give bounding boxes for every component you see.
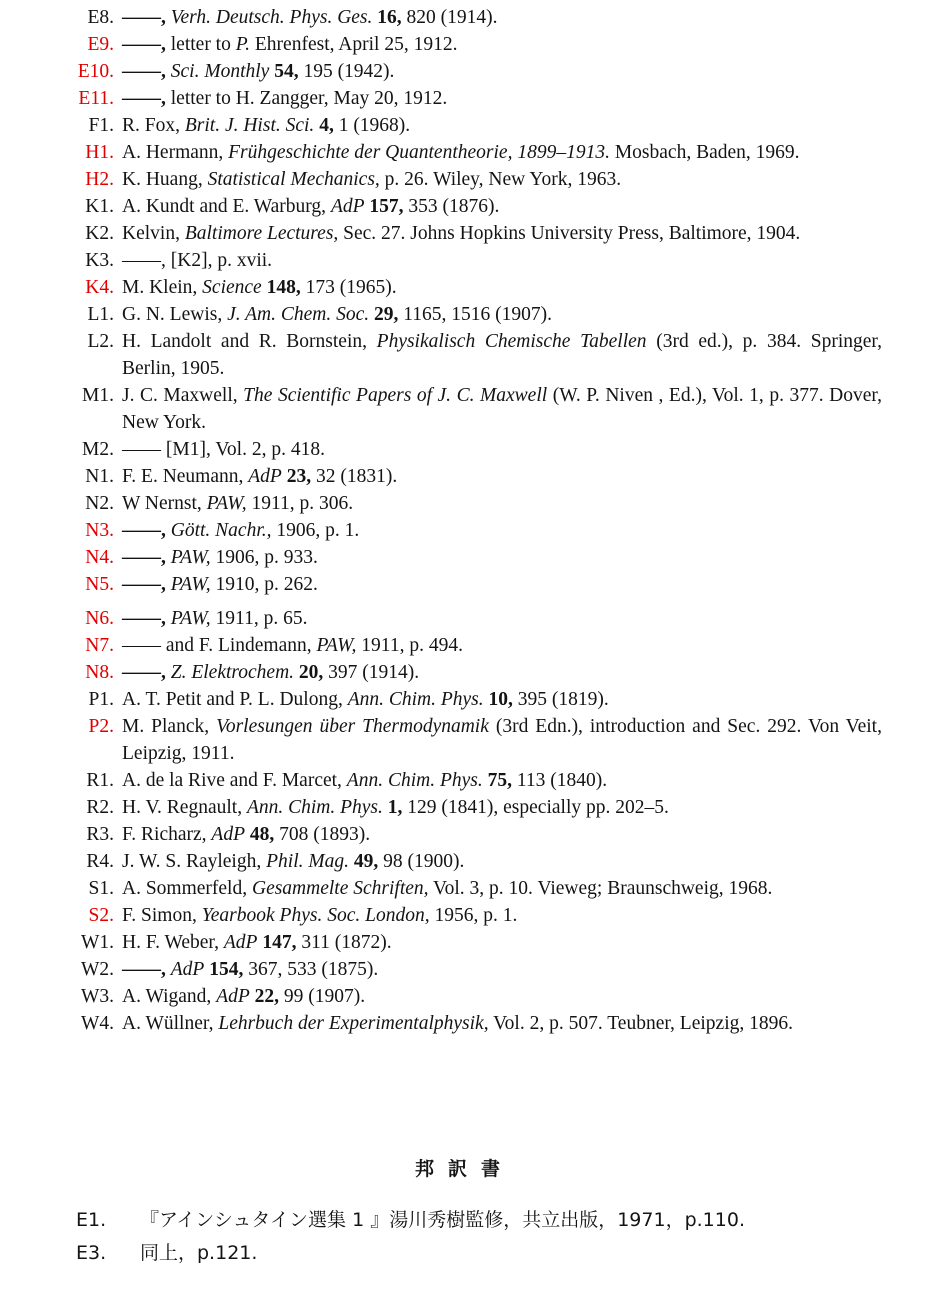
reference-plain-text: 1956, p. 1. [429,905,518,926]
reference-entry [0,193,929,220]
reference-plain-text: A. Sommerfeld, [122,878,252,899]
reference-italic-text: PAW, [170,547,211,568]
reference-plain-text: p. 26. Wiley, New York, 1963. [379,169,622,190]
reference-plain-text: ——, [K2], p. xvii. [122,250,273,271]
reference-italic-text: AdP [211,824,245,845]
reference-plain-text: Sec. 27. Johns Hopkins University Press, Baltimore, 1904. [338,223,801,244]
reference-plain-text: 708 (1893). [274,824,371,845]
reference-plain-text: K. Huang, [122,169,208,190]
reference-entry [0,139,929,166]
reference-plain-text: 820 (1914). [401,7,498,28]
reference-text [122,544,882,571]
reference-bold-text: 54, [274,61,299,82]
reference-text [122,571,882,598]
reference-bold-text: ——, [122,520,171,541]
reference-text [122,247,882,274]
reference-plain-text: F. Simon, [122,905,202,926]
reference-italic-text: Vorlesungen über Thermodynamik [216,716,489,737]
reference-entry [0,713,929,767]
reference-plain-text: 367, 533 (1875). [243,959,379,980]
reference-bold-text: ——, [122,547,171,568]
reference-plain-text: Ehrenfest, April 25, 1912. [250,34,458,55]
reference-bold-text: ——, [122,34,171,55]
reference-text [122,31,882,58]
reference-italic-text: AdP [330,196,365,217]
reference-plain-text: 129 (1841), especially pp. 202–5. [402,797,669,818]
reference-plain-text: H. Landolt and R. Bornstein, [122,331,377,352]
reference-plain-text: 1906, p. 933. [210,547,318,568]
reference-italic-text: Ann. Chim. Phys. [246,797,383,818]
reference-bold-text: 49, [353,851,379,872]
reference-text [122,713,882,767]
reference-entry [0,274,929,301]
reference-plain-text: A. Wüllner, [122,1013,219,1034]
reference-italic-text: P. [235,34,251,55]
reference-key: N5. [85,574,114,595]
reference-italic-text: Science [202,277,262,298]
reference-entry [0,85,929,112]
reference-entry [0,166,929,193]
reference-plain-text: (W. P. Niven , Ed.), Vol. 1, p. 377. Dover, New York. [122,385,882,433]
reference-key: S2. [88,905,114,926]
reference-key: E10. [77,61,114,82]
reference-plain-text: A. T. Petit and P. L. Dulong, [122,689,348,710]
reference-plain-text: G. N. Lewis, [122,304,228,325]
reference-italic-text: PAW, [206,493,247,514]
reference-key: R1. [86,770,114,791]
reference-plain-text: 1906, p. 1. [271,520,360,541]
reference-plain-text: J. W. S. Rayleigh, [122,851,267,872]
reference-entry [0,463,929,490]
reference-key: E9. [87,34,114,55]
reference-plain-text: A. Kundt and E. Warburg, [122,196,331,217]
reference-bold-text: ——, [122,88,171,109]
reference-entry [0,436,929,463]
reference-text [122,58,882,85]
reference-key: K2. [85,223,114,244]
reference-plain-text: J. C. Maxwell, [122,385,244,406]
reference-text [122,328,882,382]
reference-plain-text: 1165, 1516 (1907). [398,304,553,325]
reference-key: N4. [85,547,114,568]
reference-bold-text: 147, [262,932,297,953]
reference-plain-text: Vol. 3, p. 10. Vieweg; Braunschweig, 1968. [428,878,773,899]
reference-text [122,382,882,436]
reference-text [122,929,882,956]
reference-text [122,794,882,821]
reference-entry [0,4,929,31]
reference-text [122,1010,882,1037]
reference-bold-text: 148, [266,277,301,298]
reference-entry [0,544,929,571]
reference-plain-text: M. Klein, [122,277,203,298]
reference-bold-text: 22, [254,986,280,1007]
reference-italic-text: The Scientific Papers of J. C. Maxwell [243,385,548,406]
reference-text [122,848,882,875]
reference-text [122,902,882,929]
reference-entry [0,902,929,929]
reference-bold-text: 48, [249,824,275,845]
reference-text [122,659,882,686]
reference-text: 同上，p.121. [140,1242,258,1264]
reference-italic-text: AdP [223,932,258,953]
reference-entry [0,31,929,58]
reference-italic-text: Physikalisch Chemische Tabellen [376,331,647,352]
reference-entry [0,794,929,821]
reference-italic-text: Frühgeschichte der Quantentheorie, 1899–1913. [228,142,610,163]
reference-list [0,4,929,1037]
reference-plain-text: 173 (1965). [300,277,397,298]
reference-plain-text: 1911, p. 494. [356,635,463,656]
reference-text [122,463,882,490]
reference-entry [0,301,929,328]
reference-key: R4. [86,851,114,872]
reference-entry [0,929,929,956]
reference-plain-text: F. Richarz, [122,824,212,845]
reference-italic-text: Verh. Deutsch. Phys. Ges. [170,7,373,28]
reference-key: W3. [80,986,114,1007]
japanese-translations-heading: 邦訳書 [414,1158,514,1180]
reference-text [122,193,882,220]
reference-plain-text: A. Wigand, [122,986,217,1007]
reference-italic-text: AdP [170,959,205,980]
reference-key: E3. [76,1242,107,1264]
reference-entry [0,247,929,274]
reference-italic-text: Yearbook Phys. Soc. London, [201,905,430,926]
reference-entry [0,517,929,544]
reference-italic-text: Baltimore Lectures, [184,223,339,244]
reference-plain-text: A. de la Rive and F. Marcet, [122,770,347,791]
reference-text [122,85,882,112]
reference-plain-text: R. Fox, [122,115,185,136]
reference-plain-text: 353 (1876). [403,196,500,217]
reference-key: R3. [86,824,114,845]
reference-italic-text: PAW, [170,608,211,629]
reference-entry [0,112,929,139]
reference-bold-text: ——, [122,608,171,629]
reference-text [122,139,882,166]
reference-italic-text: PAW, [170,574,211,595]
reference-key: K3. [85,250,114,271]
reference-key: E1. [76,1209,107,1231]
reference-bold-text: ——, [122,7,171,28]
reference-text [122,605,882,632]
reference-entry [0,58,929,85]
reference-entry [0,956,929,983]
reference-key: M1. [82,385,114,406]
reference-text [122,436,882,463]
reference-key: P1. [88,689,114,710]
reference-entry [0,686,929,713]
reference-text [122,517,882,544]
reference-text [122,220,882,247]
reference-plain-text: 99 (1907). [279,986,366,1007]
reference-bold-text: 1, [387,797,403,818]
reference-key: N3. [85,520,114,541]
reference-key: W1. [80,932,114,953]
reference-entry [0,821,929,848]
reference-plain-text: H. F. Weber, [122,932,224,953]
reference-entry [0,605,929,632]
reference-bold-text: 23, [286,466,312,487]
reference-bold-text: 16, [377,7,402,28]
reference-entry [0,659,929,686]
reference-key: N1. [85,466,114,487]
reference-entry [0,328,929,382]
reference-plain-text: 1911, p. 306. [246,493,354,514]
reference-plain-text: 311 (1872). [296,932,392,953]
reference-entry [0,767,929,794]
reference-bold-text: 154, [209,959,244,980]
reference-plain-text: 1 (1968). [333,115,411,136]
reference-key: H2. [85,169,114,190]
reference-italic-text: Statistical Mechanics, [207,169,380,190]
reference-italic-text: AdP [248,466,282,487]
reference-bold-text: 20, [298,662,324,683]
reference-key: R2. [86,797,114,818]
reference-italic-text: Lehrbuch der Experimentalphysik, [218,1013,489,1034]
reference-entry [0,1010,929,1037]
reference-key: K4. [85,277,114,298]
reference-text [122,875,882,902]
reference-key: M2. [82,439,114,460]
reference-italic-text: Gesammelte Schriften, [251,878,429,899]
reference-plain-text: 397 (1914). [323,662,420,683]
reference-plain-text: 395 (1819). [512,689,609,710]
reference-plain-text: 1911, p. 65. [210,608,308,629]
reference-bold-text: ——, [122,61,171,82]
reference-italic-text: Brit. J. Hist. Sci. [184,115,315,136]
reference-entry [0,220,929,247]
reference-key: K1. [85,196,114,217]
reference-text [122,821,882,848]
reference-entry [0,848,929,875]
reference-plain-text: 32 (1831). [311,466,398,487]
reference-bold-text: 29, [374,304,399,325]
reference-bold-text: ——, [122,959,171,980]
reference-text [122,956,882,983]
reference-text [122,4,882,31]
reference-plain-text: letter to [170,34,236,55]
reference-entry [0,382,929,436]
reference-italic-text: AdP [216,986,250,1007]
reference-text: 『アインシュタイン選集 1 』湯川秀樹監修，共立出版，1971，p.110. [140,1209,745,1231]
reference-italic-text: Phil. Mag. [266,851,349,872]
reference-key: E11. [78,88,114,109]
reference-key: F1. [88,115,114,136]
reference-plain-text: letter to H. Zangger, May 20, 1912. [170,88,448,109]
reference-text [122,274,882,301]
reference-text [122,686,882,713]
reference-plain-text: 195 (1942). [298,61,395,82]
reference-key: L2. [87,331,114,352]
reference-text [122,767,882,794]
reference-key: N2. [85,493,114,514]
reference-key: N8. [85,662,114,683]
reference-bold-text: 4, [319,115,334,136]
reference-italic-text: Gött. Nachr., [170,520,272,541]
reference-bold-text: ——, [122,662,171,683]
reference-plain-text: (3rd ed.), p. 384. Springer, Berlin, 1905. [122,331,882,379]
reference-plain-text: Mosbach, Baden, 1969. [609,142,800,163]
reference-key: N7. [85,635,114,656]
reference-plain-text: W Nernst, [122,493,207,514]
reference-entry [0,983,929,1010]
reference-entry [0,571,929,598]
reference-text [122,490,882,517]
reference-plain-text: Vol. 2, p. 507. Teubner, Leipzig, 1896. [488,1013,793,1034]
reference-plain-text: A. Hermann, [122,142,229,163]
reference-text [122,112,882,139]
reference-key: L1. [87,304,114,325]
reference-key: E8. [87,7,114,28]
reference-key: H1. [85,142,114,163]
reference-plain-text: H. V. Regnault, [122,797,247,818]
reference-italic-text: J. Am. Chem. Soc. [227,304,370,325]
reference-italic-text: Ann. Chim. Phys. [346,770,483,791]
reference-italic-text: Ann. Chim. Phys. [347,689,484,710]
reference-key: P2. [88,716,114,737]
reference-entry [0,632,929,659]
reference-bold-text: 157, [369,196,404,217]
reference-plain-text: 1910, p. 262. [210,574,318,595]
reference-text [122,166,882,193]
reference-bold-text: 75, [487,770,512,791]
reference-plain-text: —— [M1], Vol. 2, p. 418. [122,439,325,460]
reference-plain-text: 98 (1900). [378,851,465,872]
reference-bold-text: 10, [488,689,513,710]
reference-plain-text: M. Planck, [122,716,217,737]
reference-text [122,632,882,659]
reference-plain-text: 113 (1840). [512,770,608,791]
reference-bold-text: ——, [122,574,171,595]
reference-entry [0,875,929,902]
reference-plain-text: Kelvin, [122,223,185,244]
reference-plain-text: F. E. Neumann, [122,466,249,487]
reference-italic-text: Sci. Monthly [170,61,270,82]
reference-key: N6. [85,608,114,629]
reference-key: S1. [88,878,114,899]
reference-italic-text: Z. Elektrochem. [170,662,295,683]
reference-entry [0,490,929,517]
reference-key: W4. [80,1013,114,1034]
reference-key: W2. [80,959,114,980]
reference-plain-text: (3rd Edn.), introduction and Sec. 292. Von Veit, Leipzig, 1911. [122,716,882,764]
reference-text [122,983,882,1010]
reference-text [122,301,882,328]
reference-italic-text: PAW, [316,635,357,656]
reference-plain-text: —— and F. Lindemann, [122,635,317,656]
